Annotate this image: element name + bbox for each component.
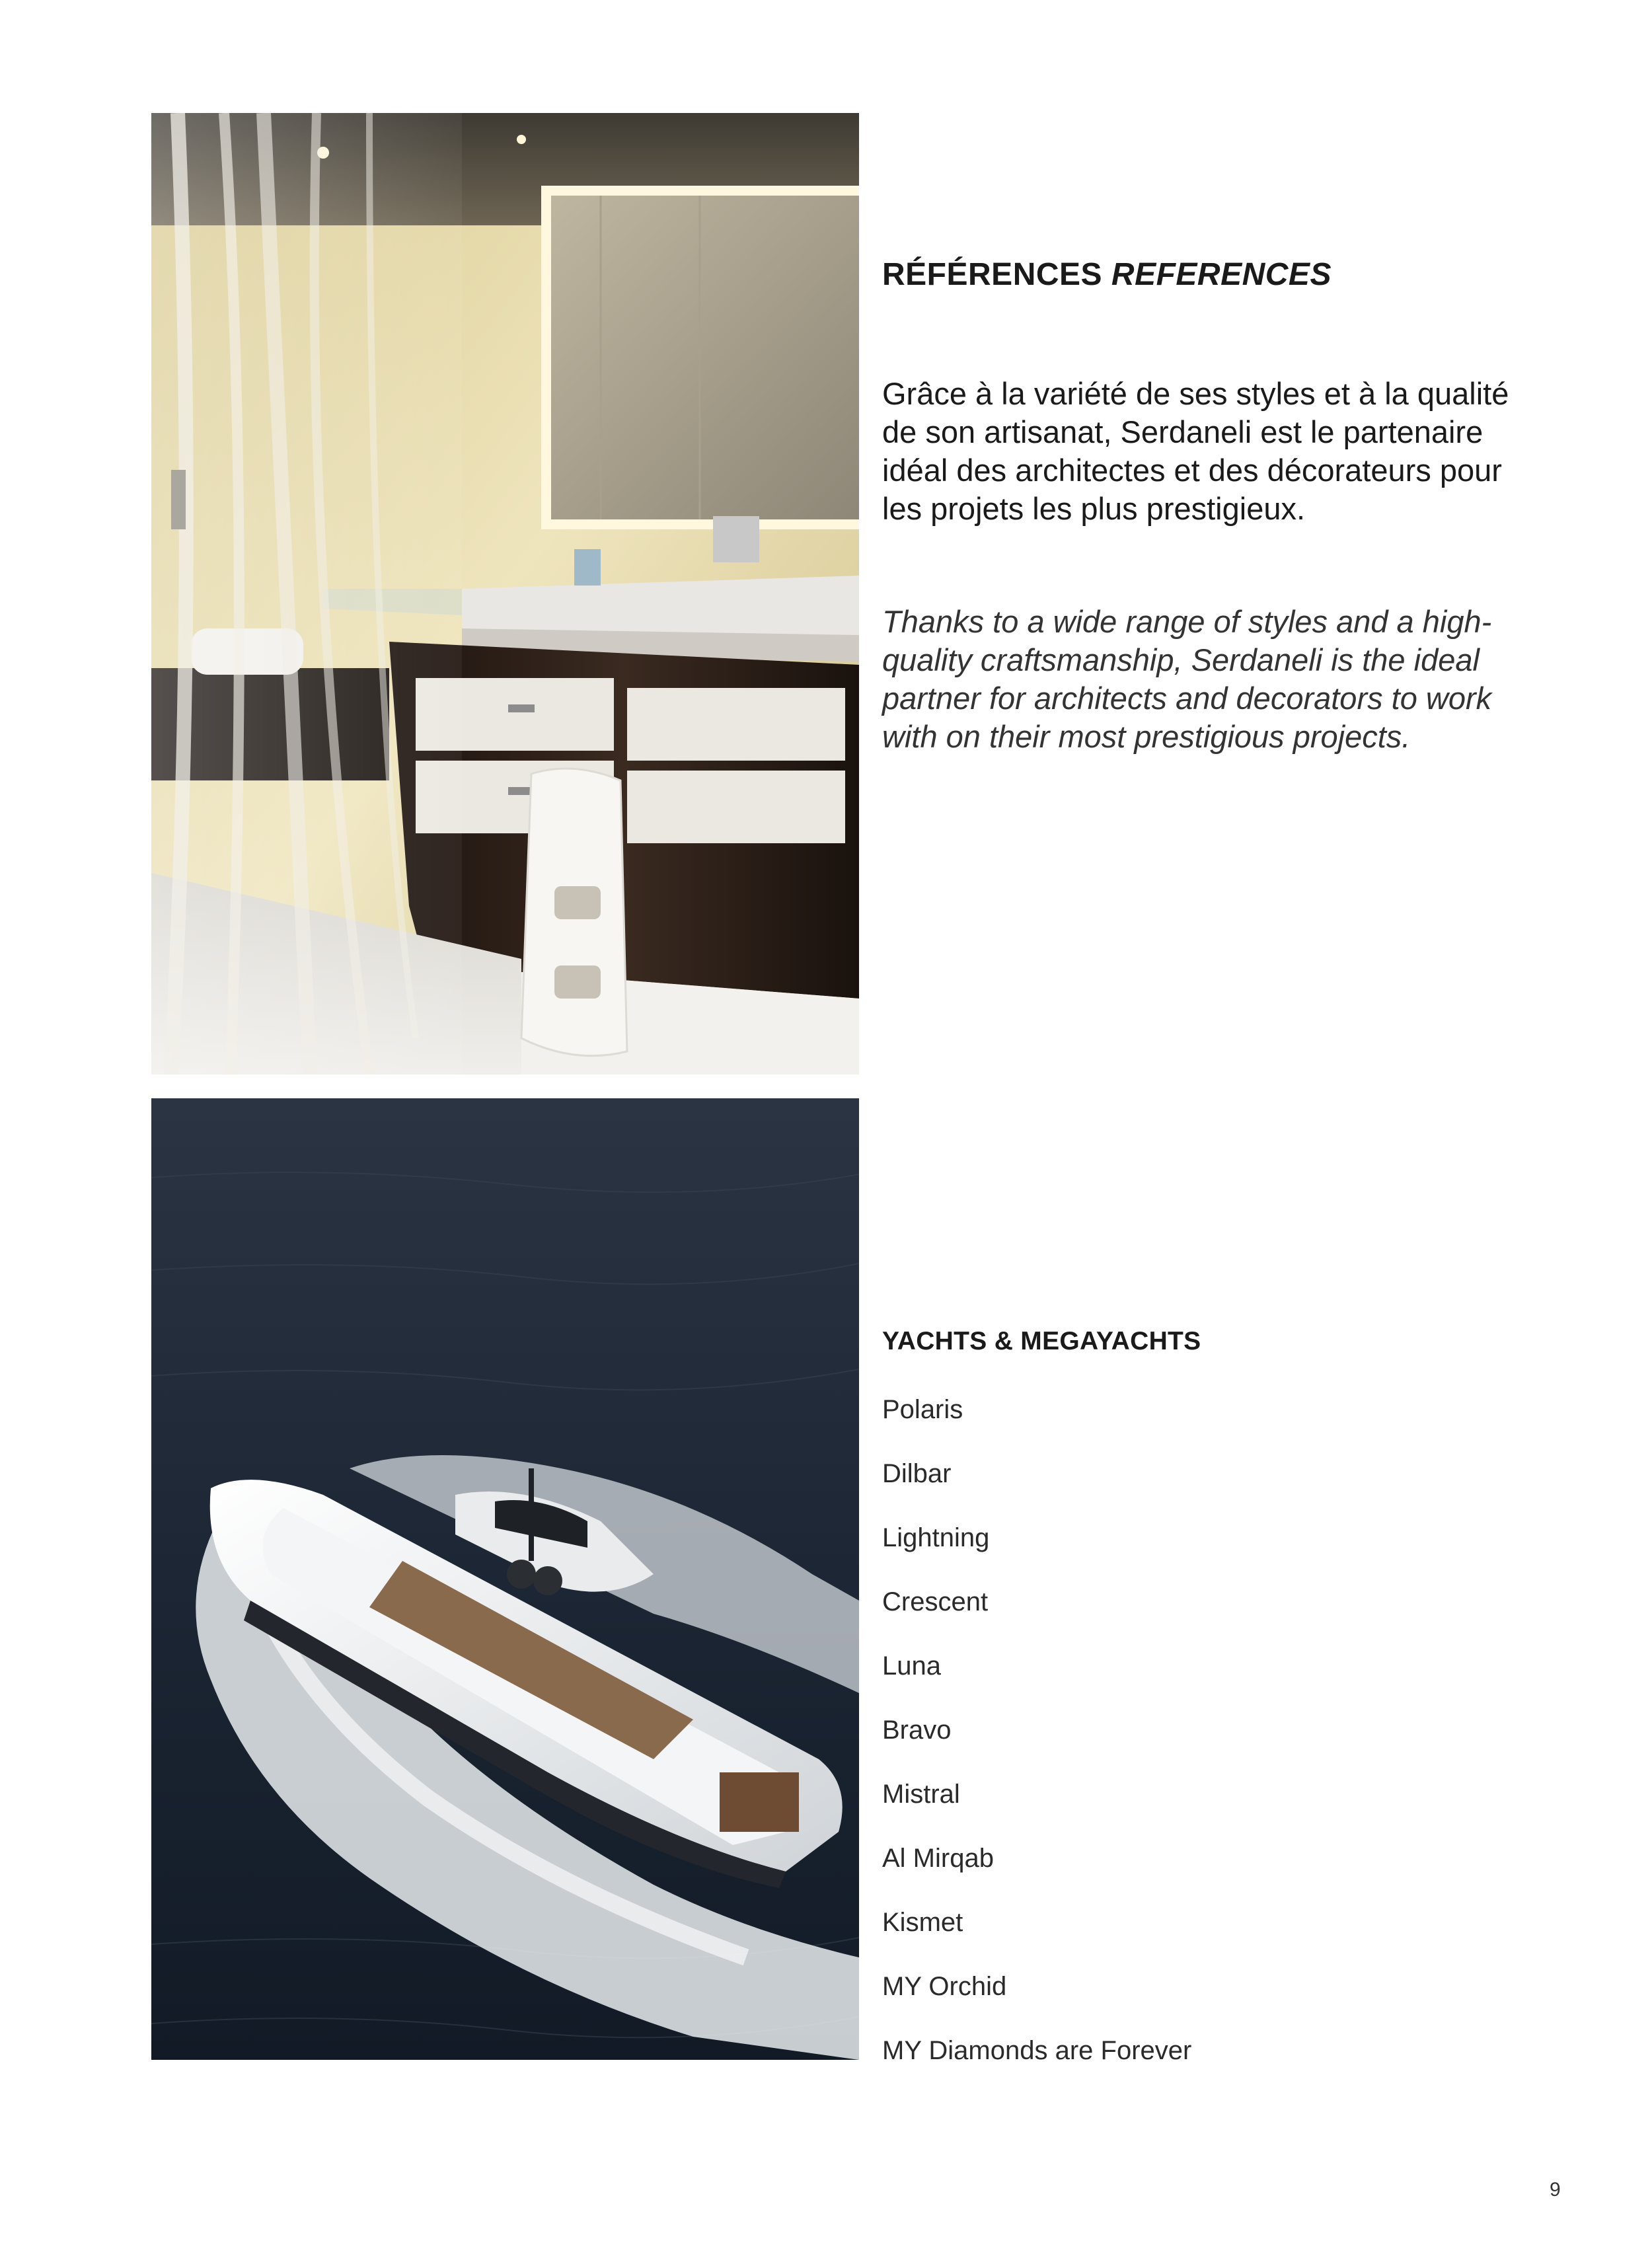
reference-item: Luna [882,1651,941,1681]
heading-english: REFERENCES [1111,257,1332,292]
reference-item: Dilbar [882,1459,952,1488]
reference-item: Bravo [882,1716,952,1745]
section-heading [882,256,1332,293]
bathroom-photo [151,113,859,1075]
references-list [882,1391,1191,2096]
intro-paragraph-french: Grâce à la variété de ses styles et à la qualité de son artisanat, Serdaneli est le partenaire idéal des architectes et des décorateurs pour les projets les plus prestigieux. [882,376,1509,526]
yacht-photo [151,1098,859,2060]
reference-item: Polaris [882,1395,963,1424]
heading-french: RÉFÉRENCES [882,257,1103,292]
reference-item: Crescent [882,1587,989,1616]
reference-item: Kismet [882,1908,963,1937]
reference-item: Lightning [882,1523,990,1552]
intro-paragraph-english: Thanks to a wide range of styles and a high-quality craftsmanship, Serdaneli is the ideal partner for architects and decorators to work with on their most prestigious projects. [882,604,1492,754]
reference-item: MY Diamonds are Forever [882,2036,1192,2065]
references-category-title: YACHTS & MEGAYACHTS [882,1327,1201,1355]
page-number: 9 [1550,2179,1561,2201]
reference-item: Mistral [882,1780,960,1809]
reference-item: Al Mirqab [882,1844,994,1873]
reference-item: MY Orchid [882,1972,1007,2001]
